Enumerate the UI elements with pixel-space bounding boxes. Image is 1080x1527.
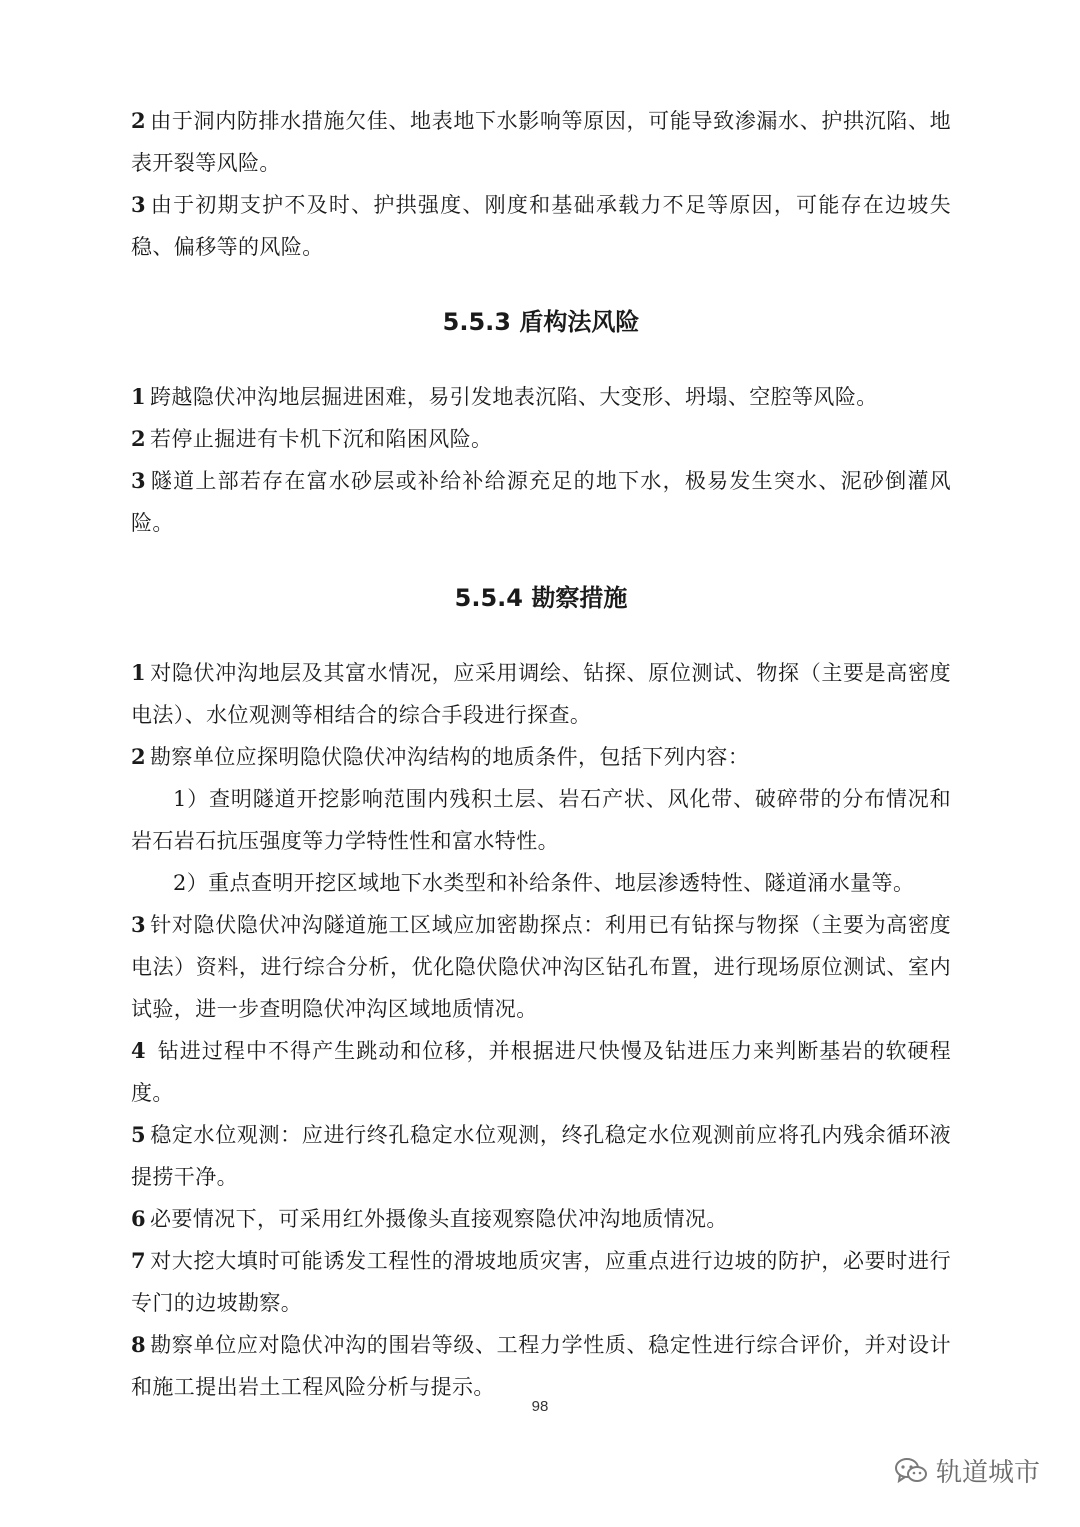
survey-item-4 — [131, 1030, 951, 1114]
item-text: 由于洞内防排水措施欠佳、地表地下水影响等原因，可能导致渗漏水、护拱沉陷、地表开裂等风险。 — [131, 109, 951, 175]
item-number: 3 — [131, 912, 147, 937]
risk-item-2 — [131, 100, 951, 184]
survey-item-7 — [131, 1240, 951, 1324]
risk-item-3 — [131, 184, 951, 268]
item-text: 若停止掘进有卡机下沉和陷困风险。 — [150, 427, 493, 451]
item-number: 6 — [131, 1206, 147, 1231]
item-text: 勘察单位应对隐伏冲沟的围岩等级、工程力学性质、稳定性进行综合评价，并对设计和施工提出岩土工程风险分析与提示。 — [131, 1333, 951, 1399]
item-text: 必要情况下，可采用红外摄像头直接观察隐伏冲沟地质情况。 — [150, 1207, 728, 1231]
section-heading-553: 5.5.3 盾构法风险 — [442, 308, 640, 336]
item-number: 1 — [131, 660, 147, 685]
item-number: 1 — [131, 384, 147, 409]
item-text: 由于初期支护不及时、护拱强度、刚度和基础承载力不足等原因，可能存在边坡失稳、偏移等的风险。 — [131, 193, 951, 259]
survey-item-2 — [131, 736, 951, 778]
shield-risk-item-3 — [131, 460, 951, 544]
survey-item-5 — [131, 1114, 951, 1198]
survey-subitem-1: 1）查明隧道开挖影响范围内残积土层、岩石产状、风化带、破碎带的分布情况和岩石岩石抗压强度等力学特性性和富水特性。 — [131, 787, 951, 853]
item-number: 2 — [131, 426, 147, 451]
item-text: 勘察单位应探明隐伏隐伏冲沟结构的地质条件，包括下列内容： — [150, 745, 750, 769]
watermark — [894, 1452, 1040, 1489]
item-number: 8 — [131, 1332, 147, 1357]
item-text: 对大挖大填时可能诱发工程性的滑坡地质灾害，应重点进行边坡的防护，必要时进行专门的边坡勘察。 — [131, 1249, 951, 1315]
shield-risk-item-2 — [131, 418, 951, 460]
section-heading-554: 5.5.4 勘察措施 — [454, 584, 628, 612]
survey-item-6 — [131, 1198, 951, 1240]
item-text: 针对隐伏隐伏冲沟隧道施工区域应加密勘探点：利用已有钻探与物探（主要为高密度电法）资料，进行综合分析，优化隐伏隐伏冲沟区钻孔布置，进行现场原位测试、室内试验，进一步查明隐伏冲沟区域地质情况。 — [131, 913, 951, 1021]
survey-item-8 — [131, 1324, 951, 1408]
item-text: 钻进过程中不得产生跳动和位移，并根据进尺快慢及钻进压力来判断基岩的软硬程度。 — [131, 1039, 951, 1105]
item-text: 对隐伏冲沟地层及其富水情况，应采用调绘、钻探、原位测试、物探（主要是高密度电法）、水位观测等相结合的综合手段进行探查。 — [131, 661, 951, 727]
survey-subitem-2: 2）重点查明开挖区域地下水类型和补给条件、地层渗透特性、隧道涌水量等。 — [173, 871, 915, 895]
item-number: 3 — [131, 468, 147, 493]
item-number: 4 — [131, 1038, 147, 1063]
item-text: 跨越隐伏冲沟地层掘进困难，易引发地表沉陷、大变形、坍塌、空腔等风险。 — [150, 385, 878, 409]
shield-risk-item-1 — [131, 376, 951, 418]
item-number: 2 — [131, 744, 147, 769]
survey-item-1 — [131, 652, 951, 736]
item-number: 3 — [131, 192, 147, 217]
wechat-icon — [894, 1456, 928, 1486]
watermark-text: 轨道城市 — [935, 1458, 1040, 1488]
item-number: 2 — [131, 108, 147, 133]
page-content — [131, 100, 951, 1408]
item-text: 稳定水位观测：应进行终孔稳定水位观测，终孔稳定水位观测前应将孔内残余循环液提捞干净。 — [131, 1123, 951, 1189]
item-number: 7 — [131, 1248, 147, 1273]
page-number: 98 — [531, 1398, 549, 1415]
item-text: 隧道上部若存在富水砂层或补给补给源充足的地下水，极易发生突水、泥砂倒灌风险。 — [131, 469, 951, 535]
survey-item-3 — [131, 904, 951, 1030]
item-number: 5 — [131, 1122, 147, 1147]
